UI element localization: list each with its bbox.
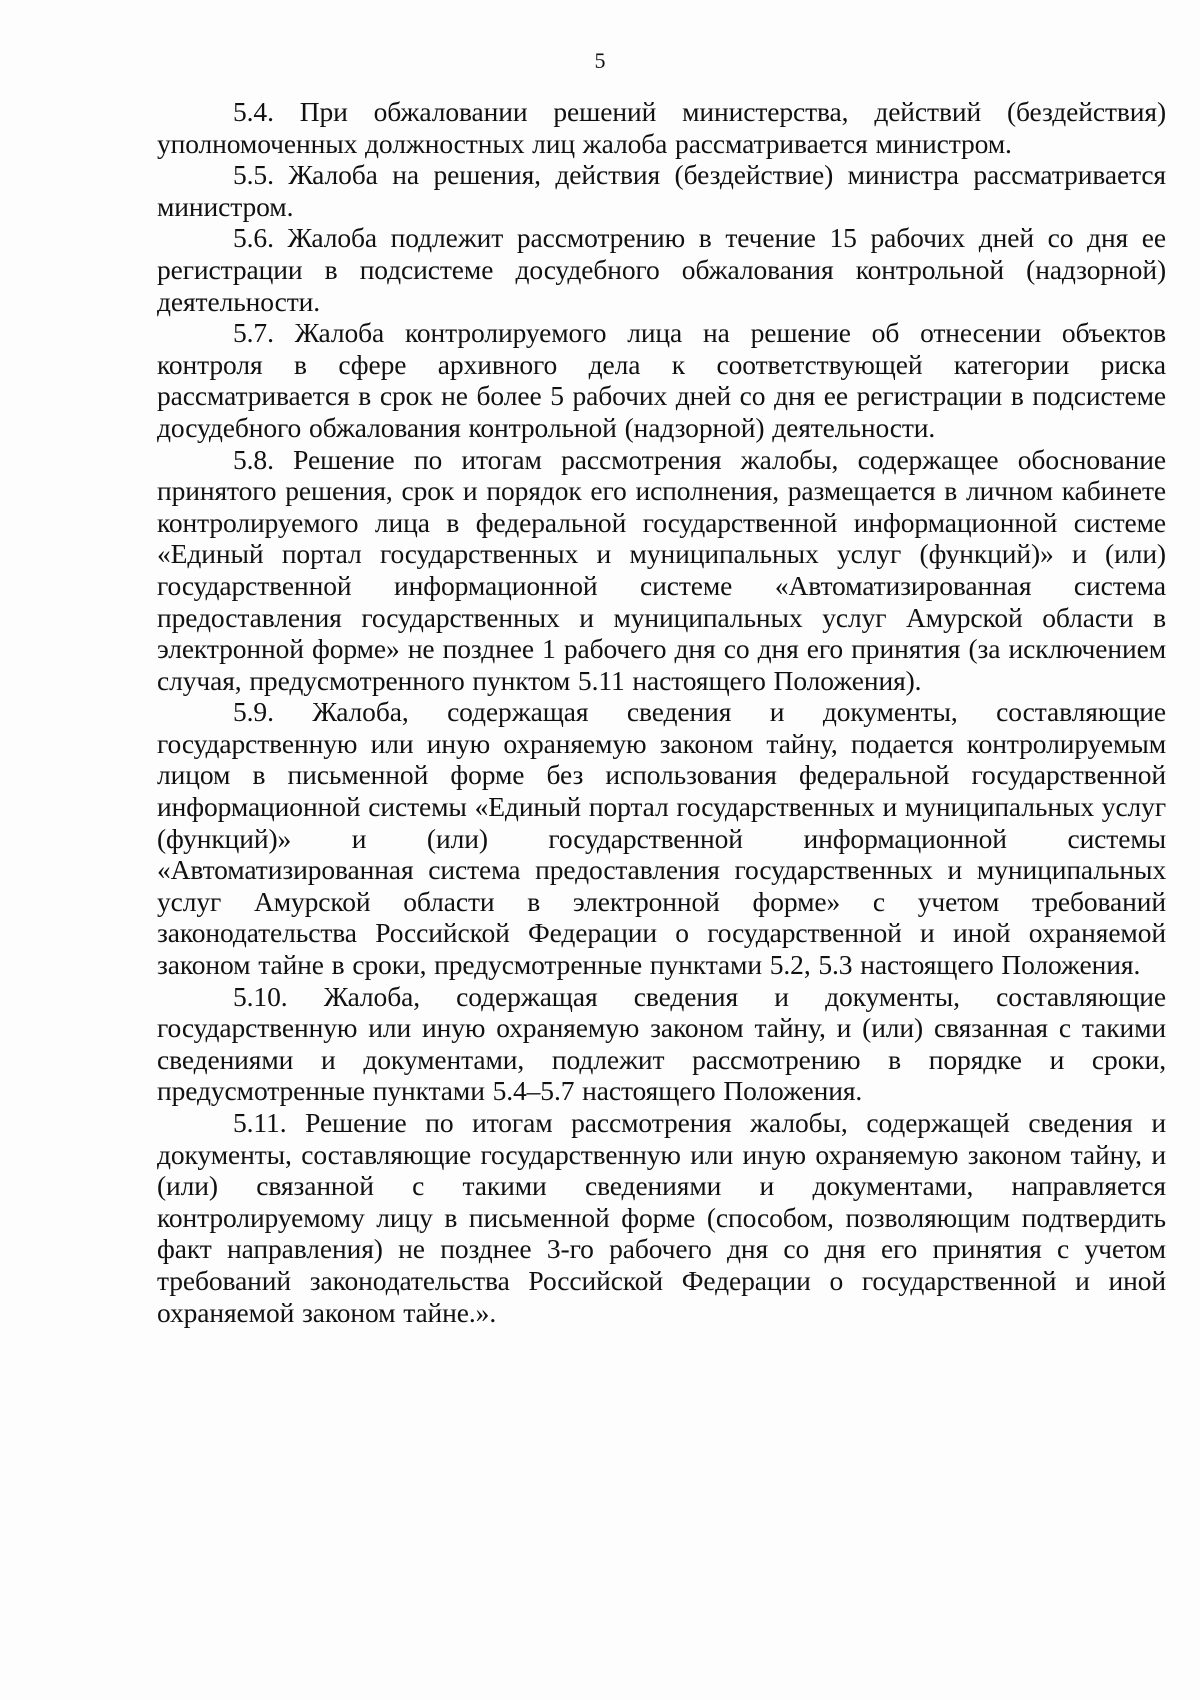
paragraph-5-5: 5.5. Жалоба на решения, действия (бездействие) министра рассматривается министром. — [157, 159, 1166, 222]
page-number: 5 — [594, 48, 606, 73]
paragraph-5-10: 5.10. Жалоба, содержащая сведения и документы, составляющие государственную или иную охраняемую законом тайну, и (или) связанная с такими сведениями и документами, подлежит рассмотрению в порядке и сроки, предусмотренные пунктами 5.4–5.7 настоящего Положения. — [157, 980, 1166, 1107]
paragraph-5-9: 5.9. Жалоба, содержащая сведения и документы, составляющие государственную или иную охраняемую законом тайну, подается контролируемым лицом в письменной форме без использования федеральной государственной информационной системы «Единый портал государственных и муниципальных услуг (функций)» и (или) государственной информационной системы «Автоматизированная система предоставления государственных и муниципальных услуг Амурской области в электронной форме» с учетом требований законодательства Российской Федерации о государственной и иной охраняемой законом тайне в сроки, предусмотренные пунктами 5.2, 5.3 настоящего Положения. — [157, 696, 1166, 981]
paragraph-5-8: 5.8. Решение по итогам рассмотрения жалобы, содержащее обоснование принятого решения, срок и порядок его исполнения, размещается в личном кабинете контролируемого лица в федеральной государственной информационной системе «Единый портал государственных и муниципальных услуг (функций)» и (или) государственной информационной системе «Автоматизированная система предоставления государственных и муниципальных услуг Амурской области в электронной форме» не позднее 1 рабочего дня со дня его принятия (за исключением случая, предусмотренного пунктом 5.11 настоящего Положения). — [157, 443, 1166, 696]
paragraph-5-7: 5.7. Жалоба контролируемого лица на решение об отнесении объектов контроля в сфере архивного дела к соответствующей категории риска рассматривается в срок не более 5 рабочих дней со дня ее регистрации в подсистеме досудебного обжалования контрольной (надзорной) деятельности. — [157, 317, 1166, 443]
paragraph-5-4: 5.4. При обжаловании решений министерства, действий (бездействия) уполномоченных должностных лиц жалоба рассматривается министром. — [157, 96, 1166, 159]
paragraph-5-6: 5.6. Жалоба подлежит рассмотрению в течение 15 рабочих дней со дня ее регистрации в подсистеме досудебного обжалования контрольной (надзорной) деятельности. — [157, 222, 1166, 317]
document-body — [157, 96, 1166, 1328]
paragraph-5-11: 5.11. Решение по итогам рассмотрения жалобы, содержащей сведения и документы, составляющие государственную или иную охраняемую законом тайну, и (или) связанной с такими сведениями и документами, направляется контролируемому лицу в письменной форме (способом, позволяющим подтвердить факт направления) не позднее 3-го рабочего дня со дня его принятия с учетом требований законодательства Российской Федерации о государственной и иной охраняемой законом тайне.». — [157, 1107, 1166, 1328]
